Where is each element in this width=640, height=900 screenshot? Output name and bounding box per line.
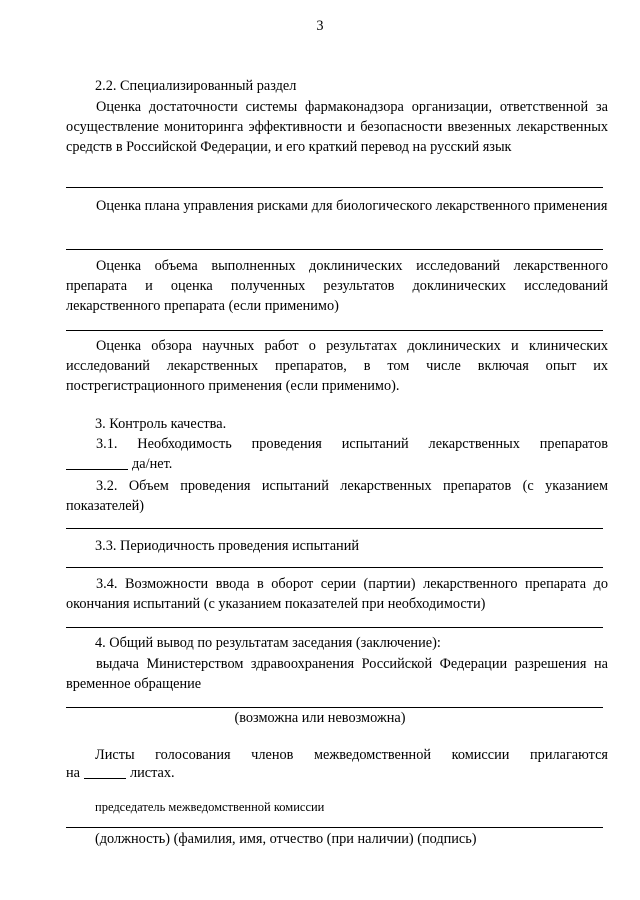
answer-line xyxy=(66,187,603,188)
answer-line xyxy=(66,330,603,331)
section-4-text: выдача Министерством здравоохранения Российской Федерации разрешения на временное обращение xyxy=(66,656,608,692)
section-3-1 xyxy=(66,434,608,474)
voting-line-2 xyxy=(66,763,366,783)
answer-blank[interactable] xyxy=(66,455,128,470)
section-4-title: 4. Общий вывод по результатам заседания (заключение): xyxy=(95,635,441,651)
section-2-2-item-4: Оценка обзора научных работ о результатах доклинических и клинических исследований лекарственных препаратов, в том числе включая опыт их пострегистрационного применения (если применимо). xyxy=(66,338,608,394)
answer-line xyxy=(66,249,603,250)
section-3-1-text: 3.1. Необходимость проведения испытаний лекарственных препаратов xyxy=(96,436,608,452)
section-4-caption: (возможна или невозможна) xyxy=(234,710,406,726)
voting-prefix: на xyxy=(66,765,80,781)
answer-line xyxy=(66,528,603,529)
section-3-1-suffix: да/нет. xyxy=(132,456,173,472)
section-3-4: 3.4. Возможности ввода в оборот серии (партии) лекарственного препарата до окончания испытаний (с указанием показателей при необходимости) xyxy=(66,576,608,612)
signature-line xyxy=(66,827,603,828)
section-2-2-item-3: Оценка объема выполненных доклинических исследований лекарственного препарата и оценка полученных результатов доклинических исследований лекарственного препарата (если применимо) xyxy=(66,258,608,314)
section-3-title: 3. Контроль качества. xyxy=(95,416,227,432)
answer-line xyxy=(66,627,603,628)
sheets-blank[interactable] xyxy=(84,764,126,779)
voting-suffix: листах. xyxy=(130,765,175,781)
answer-line xyxy=(66,567,603,568)
section-3-3: 3.3. Периодичность проведения испытаний xyxy=(95,538,360,554)
signature-label: председатель межведомственной комиссии xyxy=(95,800,325,814)
section-2-2-title: 2.2. Специализированный раздел xyxy=(95,78,297,94)
section-2-2-item-2: Оценка плана управления рисками для биологического лекарственного применения xyxy=(96,198,608,214)
voting-line-1: Листы голосования членов межведомственной комиссии прилагаются xyxy=(95,747,608,763)
signature-caption: (должность) (фамилия, имя, отчество (при наличии) (подпись) xyxy=(95,831,477,847)
section-3-1-answer xyxy=(66,454,608,474)
section-3-2: 3.2. Объем проведения испытаний лекарственных препаратов (с указанием показателей) xyxy=(66,478,608,514)
section-2-2-item-1: Оценка достаточности системы фармаконадзора организации, ответственной за осуществление мониторинга эффективности и безопасности ввезенных лекарственных средств в Российской Федерации, и его краткий перевод на русский язык xyxy=(66,99,608,155)
page-number: 3 xyxy=(316,18,324,34)
